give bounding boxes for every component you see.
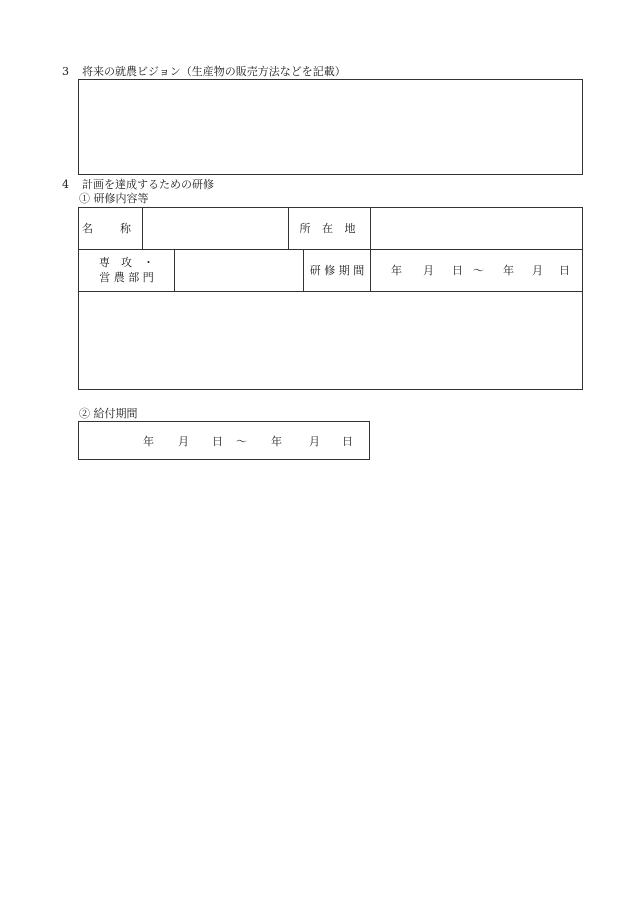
day-end: 日 — [559, 264, 570, 277]
month-start: 月 — [423, 264, 434, 277]
tilde: ～ — [473, 264, 484, 277]
month-end: 月 — [309, 435, 320, 448]
major-label-line2: 営 農 部 門 — [99, 271, 154, 284]
vision-input[interactable] — [79, 80, 582, 174]
major-input[interactable] — [175, 250, 303, 291]
day-start: 日 — [452, 264, 463, 277]
year-start: 年 — [391, 264, 402, 277]
vision-box — [78, 79, 583, 175]
day-end: 日 — [342, 435, 353, 448]
benefit-period-heading: ② 給付期間 — [79, 407, 138, 420]
section4-number: 4 — [62, 178, 69, 191]
section3-number: 3 — [62, 65, 69, 78]
section3-heading — [62, 65, 346, 78]
training-table — [78, 207, 583, 390]
year-end: 年 — [503, 264, 514, 277]
year-start: 年 — [143, 435, 154, 448]
section4-heading — [62, 178, 214, 191]
name-input[interactable] — [143, 208, 288, 249]
month-end: 月 — [532, 264, 543, 277]
col-divider — [370, 249, 371, 291]
year-end: 年 — [271, 435, 282, 448]
tilde: ～ — [236, 435, 247, 448]
period-label: 研 修 期 間 — [309, 264, 365, 277]
row-divider — [79, 249, 582, 250]
section3-title: 将来の就農ビジョン（生産物の販売方法などを記載） — [82, 65, 346, 78]
location-input[interactable] — [371, 208, 582, 249]
major-label-line1: 専 攻 ・ — [99, 256, 154, 269]
month-start: 月 — [178, 435, 189, 448]
benefit-period-box[interactable] — [78, 421, 370, 460]
location-label: 所 在 地 — [299, 222, 360, 235]
training-content-input[interactable] — [79, 292, 582, 389]
training-details-heading: ① 研修内容等 — [79, 192, 149, 205]
day-start: 日 — [212, 435, 223, 448]
section4-title: 計画を達成するための研修 — [82, 178, 214, 191]
name-label: 名 称 — [82, 222, 139, 235]
